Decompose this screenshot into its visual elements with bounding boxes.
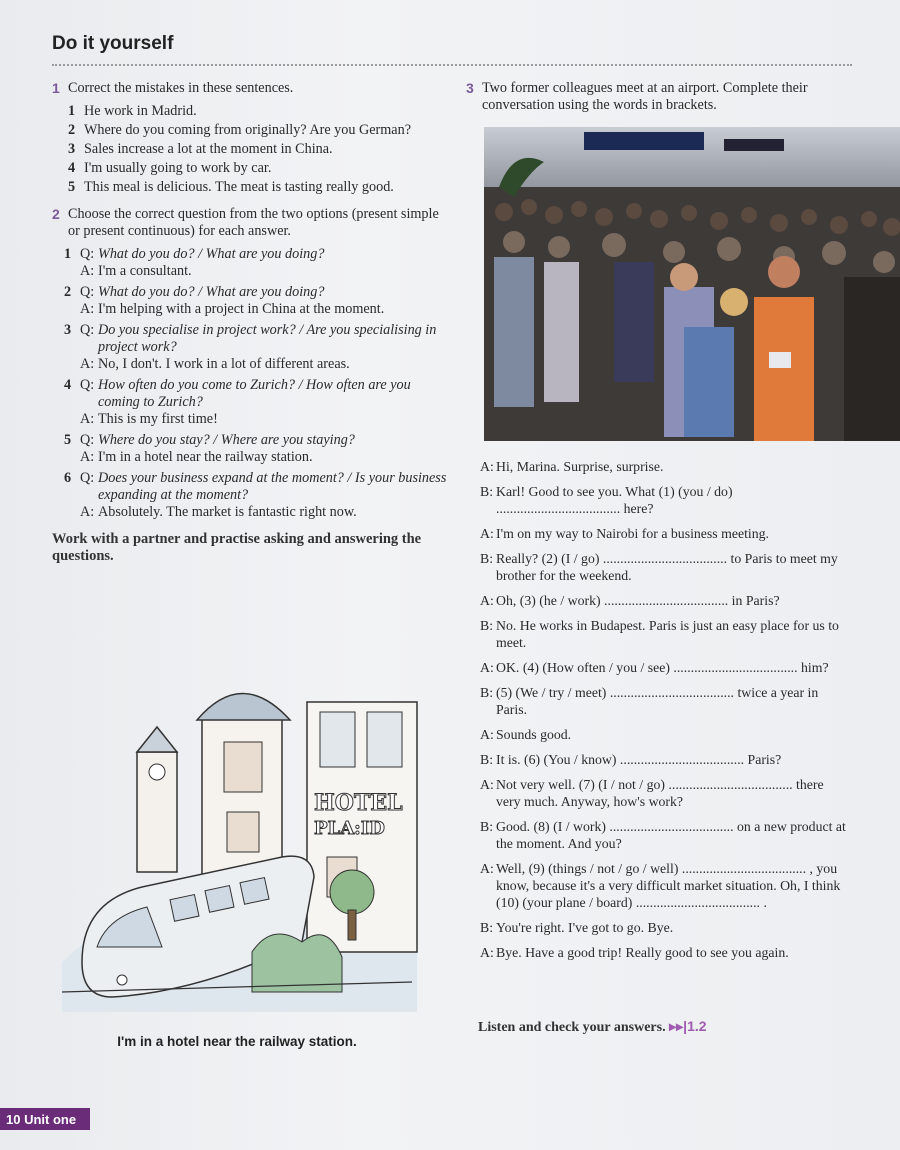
question-label: Q: <box>80 246 95 262</box>
question-options: What do you do? / What are you doing? <box>98 246 325 262</box>
dialogue-text: Hi, Marina. Surprise, surprise. <box>496 459 664 474</box>
dotted-divider <box>52 64 852 66</box>
speaker-label: B: <box>480 484 494 499</box>
cartoon-caption: I'm in a hotel near the railway station. <box>117 1034 357 1049</box>
dialogue-line <box>480 919 850 936</box>
dialogue-line <box>480 525 850 542</box>
railway-hotel-cartoon <box>52 662 422 1022</box>
exercise-1-list <box>52 103 447 196</box>
speaker-label: A: <box>480 593 494 608</box>
question-answer-item <box>64 377 447 428</box>
dialogue-line <box>480 659 850 676</box>
question-row <box>64 470 447 504</box>
question-label: Q: <box>80 432 95 448</box>
dialogue-text: OK. (4) (How often / you / see) .................................... him? <box>496 660 829 675</box>
question-options: Do you specialise in project work? / Are you specialising in project work? <box>98 322 437 355</box>
dialogue-line <box>480 592 850 609</box>
exercise-1-header <box>52 80 447 97</box>
answer-row <box>64 356 447 373</box>
conversation <box>480 458 850 969</box>
speaker-label: A: <box>480 945 494 960</box>
item-number: 4 <box>64 377 72 393</box>
dialogue-text: Well, (9) (things / not / go / well) .................................... , you know, because it's a very difficult market situation. Oh, I think (10) (your plane / board) .................................... . <box>496 861 841 910</box>
answer-label: A: <box>80 263 95 279</box>
dialogue-line <box>480 550 850 584</box>
right-column <box>466 80 846 120</box>
speaker-label: B: <box>480 685 494 700</box>
speaker-label: B: <box>480 920 494 935</box>
sentence-text: I'm usually going to work by car. <box>84 160 272 176</box>
sentence-number: 3 <box>68 141 76 157</box>
sentence-item <box>68 160 447 177</box>
left-column <box>52 80 447 565</box>
exercise-3-header <box>466 80 846 114</box>
dialogue-line <box>480 751 850 768</box>
item-number: 3 <box>64 322 72 338</box>
question-label: Q: <box>80 470 95 486</box>
item-number: 2 <box>64 284 72 300</box>
question-row <box>64 377 447 411</box>
answer-row <box>64 411 447 428</box>
question-options: Where do you stay? / Where are you staying? <box>98 432 355 448</box>
speaker-label: A: <box>480 777 494 792</box>
question-options: What do you do? / What are you doing? <box>98 284 325 300</box>
sentence-number: 1 <box>68 103 76 119</box>
sentence-item <box>68 141 447 158</box>
sentence-item <box>68 179 447 196</box>
question-answer-item <box>64 432 447 466</box>
speaker-label: B: <box>480 819 494 834</box>
listen-instruction <box>478 1018 707 1036</box>
dialogue-text: I'm on my way to Nairobi for a business meeting. <box>496 526 770 541</box>
answer-row <box>64 263 447 280</box>
dialogue-text: Not very well. (7) (I / not / go) .................................... there very much. Anyway, how's work? <box>496 777 824 809</box>
answer-text: I'm a consultant. <box>98 263 192 279</box>
sentence-text: He work in Madrid. <box>84 103 197 119</box>
airport-crowd-photo <box>484 127 900 441</box>
answer-label: A: <box>80 449 95 465</box>
question-row <box>64 432 447 449</box>
answer-label: A: <box>80 504 95 520</box>
item-number: 5 <box>64 432 72 448</box>
audio-track-icon: ▸▸|1.2 <box>669 1018 707 1034</box>
answer-label: A: <box>80 411 95 427</box>
dialogue-line <box>480 684 850 718</box>
dialogue-line <box>480 726 850 743</box>
question-label: Q: <box>80 377 95 393</box>
answer-row <box>64 449 447 466</box>
dialogue-text: It is. (6) (You / know) .................................... Paris? <box>496 752 782 767</box>
question-row <box>64 322 447 356</box>
question-answer-item <box>64 246 447 280</box>
speaker-label: B: <box>480 618 494 633</box>
answer-text: This is my first time! <box>98 411 218 427</box>
dialogue-text: Oh, (3) (he / work) .................................... in Paris? <box>496 593 780 608</box>
sentence-item <box>68 122 447 139</box>
speaker-label: A: <box>480 861 494 876</box>
question-row <box>64 246 447 263</box>
item-number: 6 <box>64 470 72 486</box>
hotel-sign: HOTEL <box>314 790 403 816</box>
partner-instruction: Work with a partner and practise asking and answering the questions. <box>52 531 422 564</box>
exercise-number: 1 <box>52 80 60 96</box>
speaker-label: B: <box>480 551 494 566</box>
answer-row <box>64 301 447 318</box>
answer-text: I'm in a hotel near the railway station. <box>98 449 313 465</box>
exercise-number: 3 <box>466 80 474 96</box>
question-answer-item <box>64 322 447 373</box>
speaker-label: A: <box>480 660 494 675</box>
answer-text: No, I don't. I work in a lot of different areas. <box>98 356 350 372</box>
sentence-number: 5 <box>68 179 76 195</box>
sentence-number: 4 <box>68 160 76 176</box>
question-answer-item <box>64 470 447 521</box>
page-heading: Do it yourself <box>52 33 174 54</box>
dialogue-text: No. He works in Budapest. Paris is just an easy place for us to meet. <box>496 618 839 650</box>
dialogue-line <box>480 776 850 810</box>
question-row <box>64 284 447 301</box>
answer-label: A: <box>80 356 95 372</box>
question-answer-item <box>64 284 447 318</box>
dialogue-text: Bye. Have a good trip! Really good to see you again. <box>496 945 789 960</box>
hotel-sign-secondary: PLA:ID <box>314 818 385 839</box>
dialogue-line <box>480 483 850 517</box>
dialogue-text: Really? (2) (I / go) .................................... to Paris to meet my brother for the weekend. <box>496 551 838 583</box>
dialogue-line <box>480 944 850 961</box>
exercise-title: Choose the correct question from the two options (present simple or present continuous) for each answer. <box>68 206 439 239</box>
dialogue-text: Good. (8) (I / work) .................................... on a new product at the moment. And you? <box>496 819 846 851</box>
sentence-text: Sales increase a lot at the moment in China. <box>84 141 333 157</box>
exercise-2-header <box>52 206 447 240</box>
question-options: How often do you come to Zurich? / How often are you coming to Zurich? <box>98 377 411 410</box>
item-number: 1 <box>64 246 72 262</box>
page-footer: 10 Unit one <box>0 1108 90 1130</box>
answer-row <box>64 504 447 521</box>
sentence-item <box>68 103 447 120</box>
answer-text: I'm helping with a project in China at the moment. <box>98 301 385 317</box>
answer-text: Absolutely. The market is fantastic right now. <box>98 504 357 520</box>
listen-text: Listen and check your answers. <box>478 1020 666 1035</box>
exercise-title: Correct the mistakes in these sentences. <box>68 80 294 96</box>
dialogue-text: (5) (We / try / meet) .................................... twice a year in Paris. <box>496 685 819 717</box>
dialogue-text: You're right. I've got to go. Bye. <box>496 920 674 935</box>
speaker-label: A: <box>480 459 494 474</box>
exercise-2-list <box>52 246 447 521</box>
question-options: Does your business expand at the moment? / Is your business expanding at the moment? <box>98 470 447 503</box>
exercise-number: 2 <box>52 206 60 222</box>
dialogue-line <box>480 458 850 475</box>
question-label: Q: <box>80 322 95 338</box>
dialogue-line <box>480 818 850 852</box>
question-label: Q: <box>80 284 95 300</box>
dialogue-text: Sounds good. <box>496 727 572 742</box>
speaker-label: B: <box>480 752 494 767</box>
speaker-label: A: <box>480 727 494 742</box>
exercise-title: Two former colleagues meet at an airport. Complete their conversation using the words in brackets. <box>482 80 808 113</box>
dialogue-text: Karl! Good to see you. What (1) (you / do) .................................... here? <box>496 484 733 516</box>
sentence-text: This meal is delicious. The meat is tasting really good. <box>84 179 394 195</box>
sentence-number: 2 <box>68 122 76 138</box>
dialogue-line <box>480 860 850 911</box>
dialogue-line <box>480 617 850 651</box>
speaker-label: A: <box>480 526 494 541</box>
answer-label: A: <box>80 301 95 317</box>
sentence-text: Where do you coming from originally? Are you German? <box>84 122 411 138</box>
